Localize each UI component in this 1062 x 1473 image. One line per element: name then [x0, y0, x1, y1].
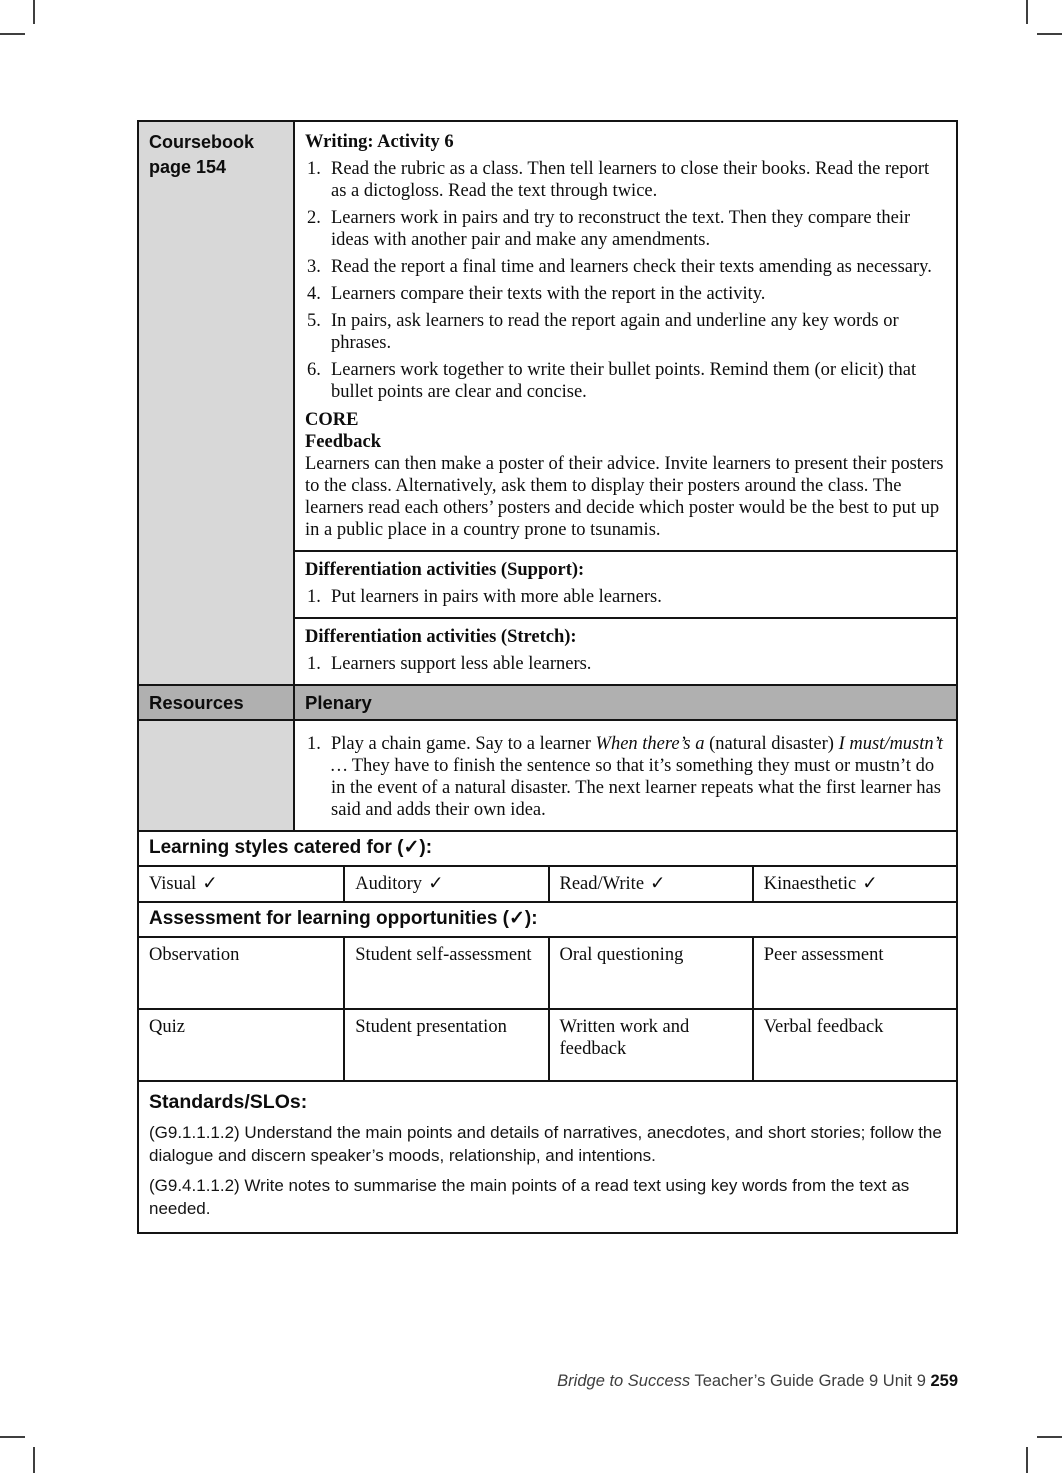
learning-style-cell: [548, 867, 752, 901]
plenary-label: Plenary: [305, 692, 372, 713]
checkmark-icon: ✓: [202, 874, 218, 894]
plenary-steps-list: [305, 733, 944, 821]
list-item: Put learners in pairs with more able learners.: [331, 587, 662, 607]
crop-mark: [1026, 1447, 1028, 1473]
standards-heading: Standards/SLOs:: [149, 1091, 308, 1113]
learning-styles-row: [139, 865, 956, 901]
page-footer: [557, 1371, 958, 1391]
assessment-cell: Quiz: [149, 1017, 185, 1037]
learning-style-cell: [343, 867, 547, 901]
list-item: Read the rubric as a class. Then tell learners to close their books. Read the report as a dictogloss. Read the text through twice.: [331, 159, 930, 201]
coursebook-row: [139, 122, 956, 684]
plenary-step-text: (natural disaster): [704, 734, 839, 754]
differentiation-support-section: [295, 550, 956, 617]
learning-style-label: Visual: [149, 874, 197, 894]
crop-mark: [1037, 1436, 1062, 1438]
plenary-step-text: They have to finish the sentence so that it’s something they must or mustn’t do in the event of a natural disaster. The next learner repeats what the first learner has said and adds their own idea.: [331, 756, 941, 820]
assessment-cell: Observation: [149, 945, 240, 965]
assessment-cell: Written work and feedback: [548, 1010, 752, 1080]
assessment-cell: Student self-assessment: [343, 938, 547, 1008]
differentiation-support-list: [305, 586, 944, 608]
assessment-heading: Assessment for learning opportunities (✓):: [139, 901, 956, 936]
crop-mark: [33, 0, 35, 24]
writing-steps-list: [305, 158, 944, 403]
list-item: [305, 733, 944, 821]
crop-mark: [0, 33, 25, 35]
standard-item: (G9.4.1.1.2) Write notes to summarise the main points of a read text using key words from the text as needed.: [149, 1176, 910, 1218]
footer-page-number: 259: [930, 1372, 958, 1390]
learning-style-cell: [752, 867, 956, 901]
coursebook-label-line2: page 154: [149, 157, 227, 177]
crop-mark: [0, 1436, 25, 1438]
feedback-label: Feedback: [305, 432, 382, 452]
writing-activity-section: [295, 122, 956, 550]
assessment-cell: Oral questioning: [548, 938, 752, 1008]
standard-item: (G9.1.1.1.2) Understand the main points and details of narratives, anecdotes, and short stories; follow the dialogue and discern speaker’s moods, relationship, and intentions.: [149, 1123, 942, 1165]
plenary-step-text: Play a chain game. Say to a learner: [331, 734, 596, 754]
assessment-cell: Verbal feedback: [752, 1010, 956, 1080]
resources-empty-cell: [139, 721, 295, 830]
plenary-step-italic: I must/mustn’t …: [331, 734, 943, 776]
learning-style-label: Kinaesthetic: [763, 874, 857, 894]
crop-mark: [33, 1447, 35, 1473]
learning-style-label: Read/Write: [559, 874, 645, 894]
differentiation-stretch-list: [305, 653, 944, 675]
list-item: Learners work in pairs and try to reconstruct the text. Then they compare their ideas with another pair and make any amendments.: [331, 208, 911, 250]
assessment-row-1: [139, 936, 956, 1008]
assessment-row-2: [139, 1008, 956, 1080]
standards-section: [139, 1080, 956, 1232]
feedback-text: Learners can then make a poster of their advice. Invite learners to present their posters to the class. Alternatively, ask them to display their posters around the class. The learners read each others’ posters and decide which poster would be the best to put up in a public place in a country prone to tsunamis.: [305, 454, 944, 540]
list-item: Read the report a final time and learners check their texts amending as necessary.: [331, 257, 932, 277]
assessment-cell: Peer assessment: [752, 938, 956, 1008]
list-item: Learners compare their texts with the report in the activity.: [331, 284, 766, 304]
resources-plenary-header-row: [139, 684, 956, 719]
plenary-content-cell: [295, 721, 956, 830]
list-item: In pairs, ask learners to read the report again and underline any key words or phrases.: [331, 311, 899, 353]
differentiation-support-heading: Differentiation activities (Support):: [305, 560, 585, 580]
checkmark-icon: ✓: [428, 874, 444, 894]
coursebook-label-line1: Coursebook: [149, 132, 255, 152]
crop-mark: [1026, 0, 1028, 24]
assessment-cell: Student presentation: [343, 1010, 547, 1080]
footer-guide-text: Teacher’s Guide Grade 9 Unit 9: [690, 1372, 931, 1390]
footer-series-title: Bridge to Success: [557, 1372, 691, 1390]
lesson-plan-table: [137, 120, 958, 1234]
writing-activity-heading: Writing: Activity 6: [305, 132, 454, 152]
learning-style-cell: [139, 867, 343, 901]
plenary-step-italic: When there’s a: [595, 734, 705, 754]
checkmark-icon: ✓: [650, 874, 666, 894]
differentiation-stretch-section: [295, 617, 956, 684]
list-item: Learners support less able learners.: [331, 654, 592, 674]
learning-styles-heading: Learning styles catered for (✓):: [139, 830, 956, 865]
learning-style-label: Auditory: [355, 874, 423, 894]
resources-label: Resources: [139, 686, 295, 719]
core-label: CORE: [305, 410, 359, 430]
coursebook-cell: [139, 122, 295, 684]
plenary-row: [139, 719, 956, 830]
list-item: Learners work together to write their bullet points. Remind them (or elicit) that bullet points are clear and concise.: [331, 360, 917, 402]
checkmark-icon: ✓: [862, 874, 878, 894]
crop-mark: [1037, 33, 1062, 35]
activity-column: [295, 122, 956, 684]
differentiation-stretch-heading: Differentiation activities (Stretch):: [305, 627, 577, 647]
